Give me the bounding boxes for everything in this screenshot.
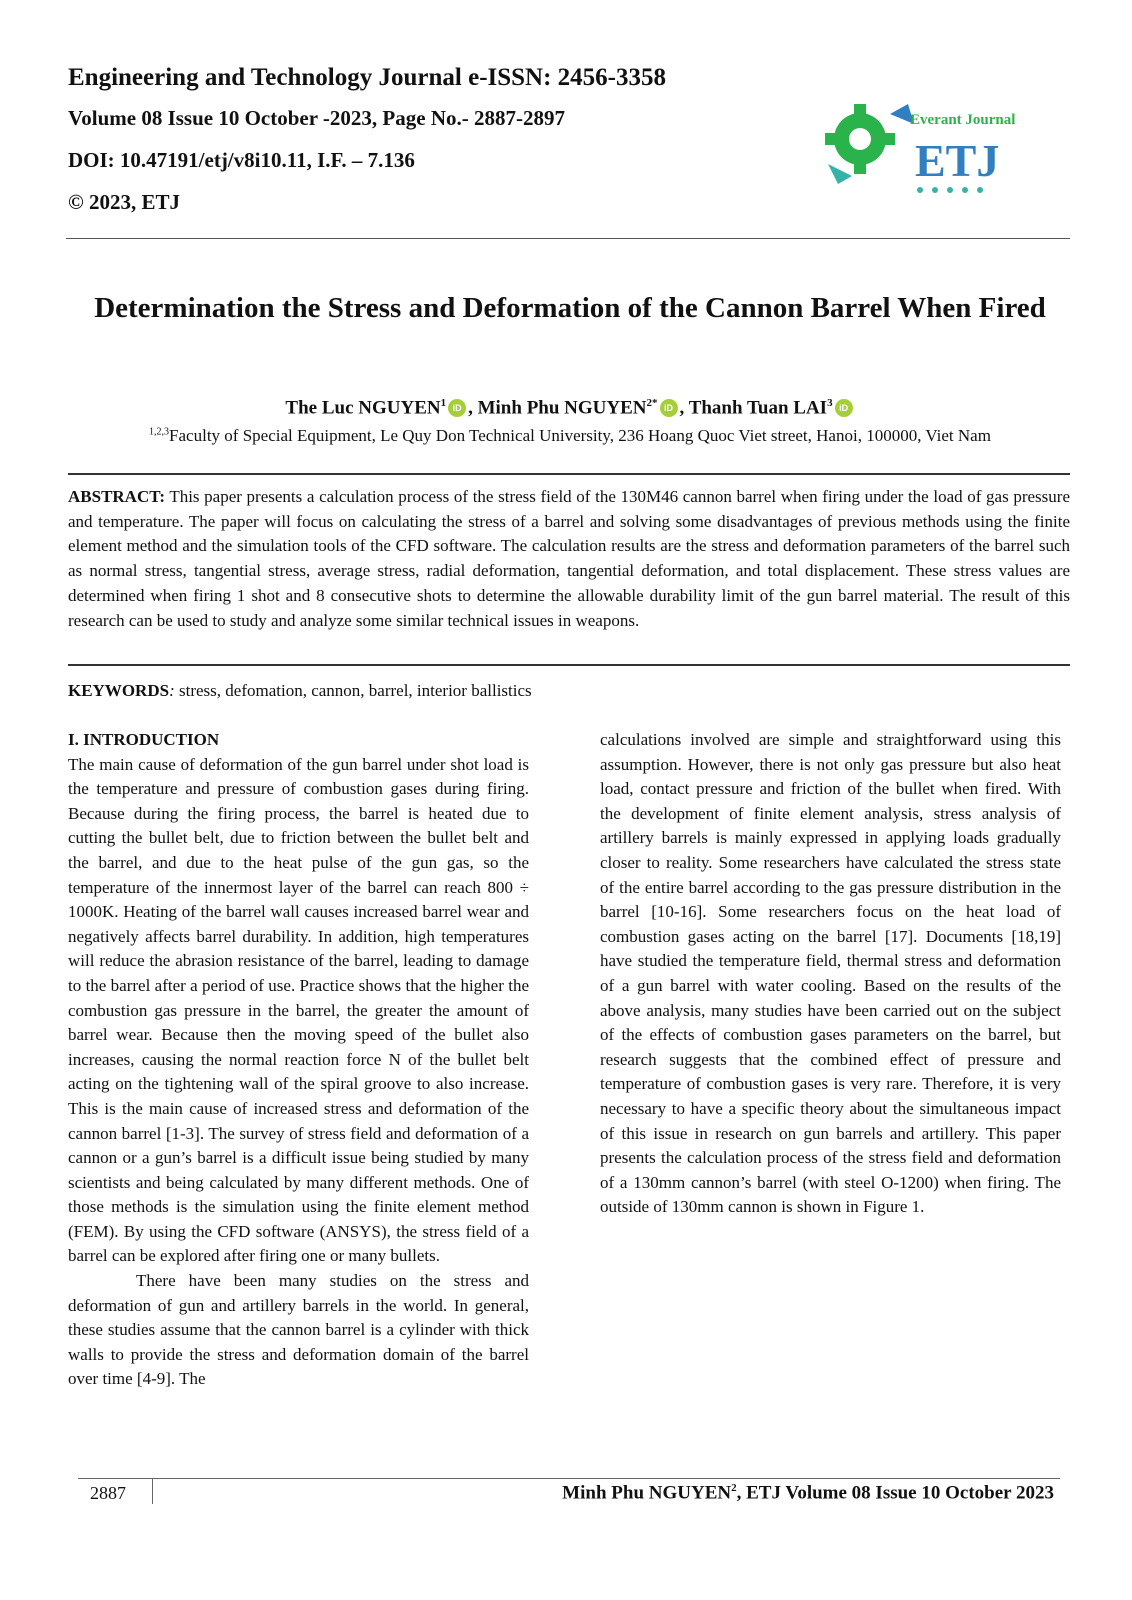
copyright: © 2023, ETJ [68,190,180,214]
paragraph: calculations involved are simple and straightforward using this assumption. However, there is not only gas pressure but also heat load, contact pressure and friction of the bullet when fired. With the development of finite element analysis, stress analysis of artillery barrels is mainly expressed in applying loads gradually closer to reality. Some researchers have calculated the stress state of the entire barrel according to the gas pressure distribution in the barrel [10-16]. Some researchers focus on the heat load of combustion gases acting on the barrel [17]. Documents [18,19] have studied the temperature field, thermal stress and deformation of a gun barrel with water cooling. Based on the results of the above analysis, many studies have been carried out on the subject of the effects of combustion gases parameters on the barrel, but research suggests that the combined effect of pressure and temperature of combustion gases is very rare. Therefore, it is very necessary to have a specific theory about the simultaneous impact of this issue in research on gun barrels and artillery. This paper presents the calculation process of the stress field and deformation of a 130mm cannon’s barrel (with steel O-1200) when firing. The outside of 130mm cannon is shown in Figure 1. [600,730,1061,1217]
page-number: 2887 [90,1483,126,1503]
footer-rule [78,1478,1060,1479]
abstract-label: ABSTRACT: [68,487,165,506]
author-list: The Luc NGUYEN$^1$ iD , Minh Phu $NGUYEN^{2*}$ iD , Thanh Tuan LAI$^3$ iD [80,397,1060,419]
paper-title: Determination the Stress and Deformation of the Cannon Barrel When Fired [94,292,1046,324]
abstract-bottom-rule [68,664,1070,666]
section-heading: I. INTRODUCTION [68,730,220,749]
journal-name: Engineering and Technology Journal e-ISSN: 2456-3358 [68,64,667,91]
doi-info: DOI: 10.47191/etj/v8i10.11, I.F. – 7.136 [68,148,415,172]
volume-info: Volume 08 Issue 10 October -2023, Page No.- 2887-2897 [68,106,565,130]
orcid-icon[interactable]: iD [448,399,466,417]
logo-text-top: Everant Journal [910,112,1016,128]
column-right [600,728,1061,1220]
paragraph: There have been many studies on the stress and deformation of gun and artillery barrels in the world. In general, these studies assume that the cannon barrel is a cylinder with thick walls to provide the stress and deformation domain of the barrel over time [4-9]. The [68,1271,529,1389]
keywords-label: KEYWORDS [68,681,170,700]
orcid-icon[interactable]: iD [835,399,853,417]
orcid-icon[interactable]: iD [660,399,678,417]
footer-author-sup: 2 [731,1482,737,1494]
affiliation-sup: 1,2,3 [149,426,170,438]
logo-text-main: ETJ [915,135,1000,186]
logo-decor [917,187,983,193]
paragraph: The main cause of deformation of the gun barrel under shot load is the temperature and pressure of combustion gases during firing. Because during the firing process, the barrel is heated due to cutting the bullet belt, due to friction between the bullet belt and the barrel, and due to the heat pulse of the gun gas, so the temperature of the innermost layer of the barrel can reach 800 ÷ 1000K. Heating of the barrel wall causes increased barrel wear and negatively affects barrel durability. In addition, high temperatures will reduce the abrasion resistance of the barrel, leading to damage to the barrel after a period of use. Practice shows that the higher the combustion gas pressure in the barrel, the greater the amount of barrel wear. Because then the moving speed of the bullet also increases, causing the normal reaction force N of the bullet belt acting on the tightening wall of the spiral groove to also increase. This is the main cause of increased stress and deformation of the cannon barrel [1-3]. The survey of stress field and deformation of a cannon or a gun’s barrel is a difficult issue being studied by many scientists and being calculated by many different methods. One of those methods is the simulation using the finite element method (FEM). By using the CFD software (ANSYS), the stress field of a barrel can be explored after firing one or many bullets. [68,754,529,1266]
keywords [68,681,1070,701]
keywords-text: stress, defomation, cannon, barrel, interior ballistics [174,681,532,700]
keywords-colon: : [169,681,175,700]
author-name: Minh Phu NGUYEN [477,397,647,419]
journal-logo [820,94,1050,204]
column-left [68,728,529,1392]
journal-header [68,64,768,215]
running-footer [562,1482,1054,1504]
footer-separator [152,1479,153,1504]
abstract-top-rule [68,473,1070,475]
footer-journal: , ETJ Volume 08 Issue 10 October 2023 [736,1482,1054,1504]
affiliation-text: Faculty of Special Equipment, Le Quy Don Technical University, 236 Hoang Quoc Viet street, Hanoi, 100000, Viet Nam [169,426,991,445]
abstract [68,485,1070,633]
author-sup: 1 [440,397,447,409]
footer-author: Minh Phu NGUYEN [562,1482,732,1504]
gear-icon [825,104,914,184]
affiliation [80,426,1060,446]
author-sup: 3 [827,397,833,409]
abstract-text: This paper presents a calculation process of the stress field of the 130M46 cannon barrel when firing under the load of gas pressure and temperature. The paper will focus on calculating the stress of a barrel and solving some disadvantages of previous methods using the finite element method and the simulation tools of the CFD software. The calculation results are the stress and deformation parameters of the barrel such as normal stress, tangential stress, average stress, radial deformation, tangential deformation, and total displacement. These stress values are determined when firing 1 shot and 8 consecutive shots to determine the allowable durability limit of the gun barrel material. The result of this research can be used to study and analyze some similar technical issues in weapons. [68,487,1070,630]
header-divider [66,238,1070,239]
author-name: Thanh Tuan LAI [688,397,828,419]
author-name: The Luc NGUYEN [285,397,441,419]
author-sup: 2* [646,397,658,409]
